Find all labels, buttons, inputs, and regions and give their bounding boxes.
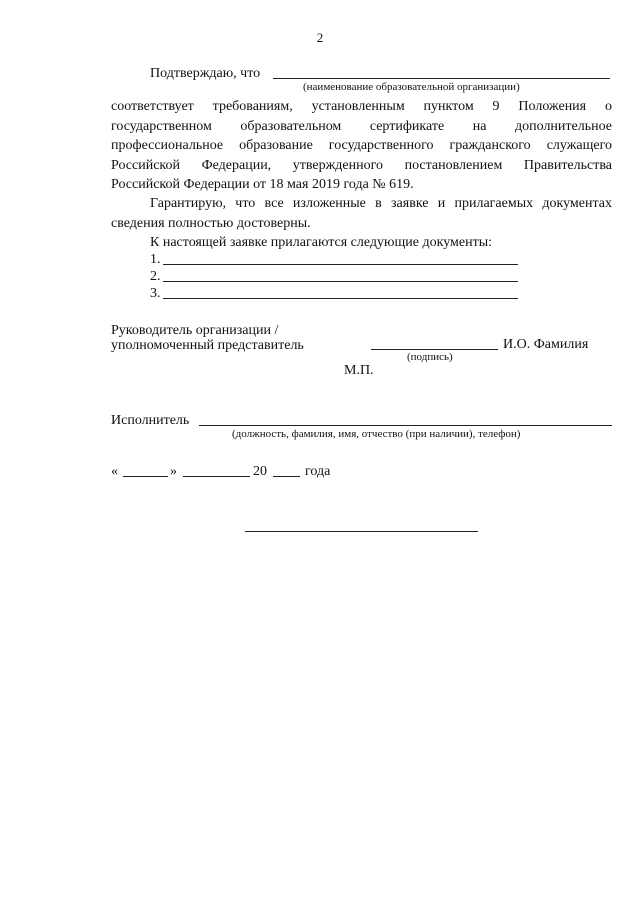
signatory-role-line2: уполномоченный представитель [111, 338, 304, 353]
date-month-line[interactable] [183, 476, 250, 477]
date-day-line[interactable] [123, 476, 168, 477]
organization-name-caption: (наименование образовательной организации) [303, 81, 520, 93]
attachment-number-2: 2. [150, 269, 161, 284]
confirm-lead: Подтверждаю, что [150, 66, 261, 81]
date-year-line[interactable] [273, 476, 300, 477]
executor-line[interactable] [199, 425, 612, 426]
executor-label: Исполнитель [111, 413, 190, 428]
date-close-quote: » [170, 464, 177, 479]
executor-caption: (должность, фамилия, имя, отчество (при наличии), телефон) [232, 428, 521, 440]
organization-name-line[interactable] [273, 78, 610, 79]
attachment-line-2[interactable] [163, 281, 518, 282]
guarantee-text: Гарантирую, что все изложенные в заявке и прилагаемых документах сведения полностью достоверны. [111, 196, 612, 231]
attachment-number-1: 1. [150, 252, 161, 267]
date-year-suffix: года [305, 464, 331, 479]
page-number: 2 [316, 30, 324, 45]
date-year-prefix: 20 [253, 464, 267, 479]
date-open-quote: « [111, 464, 118, 479]
compliance-paragraph [111, 97, 612, 195]
signature-line[interactable] [371, 349, 498, 350]
attachment-number-3: 3. [150, 286, 161, 301]
attachment-line-3[interactable] [163, 298, 518, 299]
signatory-role-line1: Руководитель организации / [111, 323, 279, 338]
attachments-intro: К настоящей заявке прилагаются следующие документы: [150, 235, 492, 250]
signature-caption: (подпись) [407, 351, 453, 363]
signatory-name: И.О. Фамилия [503, 337, 589, 352]
compliance-text: соответствует требованиям, установленным пунктом 9 Положения о государственном образовательном сертификате на дополнительное профессиональное образование государственного гражданского служащего Российской Федерации, утвержденного постановлением Правительства Российской Федерации от 18 мая 2019 года № 619. [111, 99, 612, 192]
attachment-line-1[interactable] [163, 264, 518, 265]
closing-divider [245, 531, 478, 532]
stamp-place: М.П. [344, 363, 374, 378]
guarantee-paragraph [111, 194, 612, 233]
